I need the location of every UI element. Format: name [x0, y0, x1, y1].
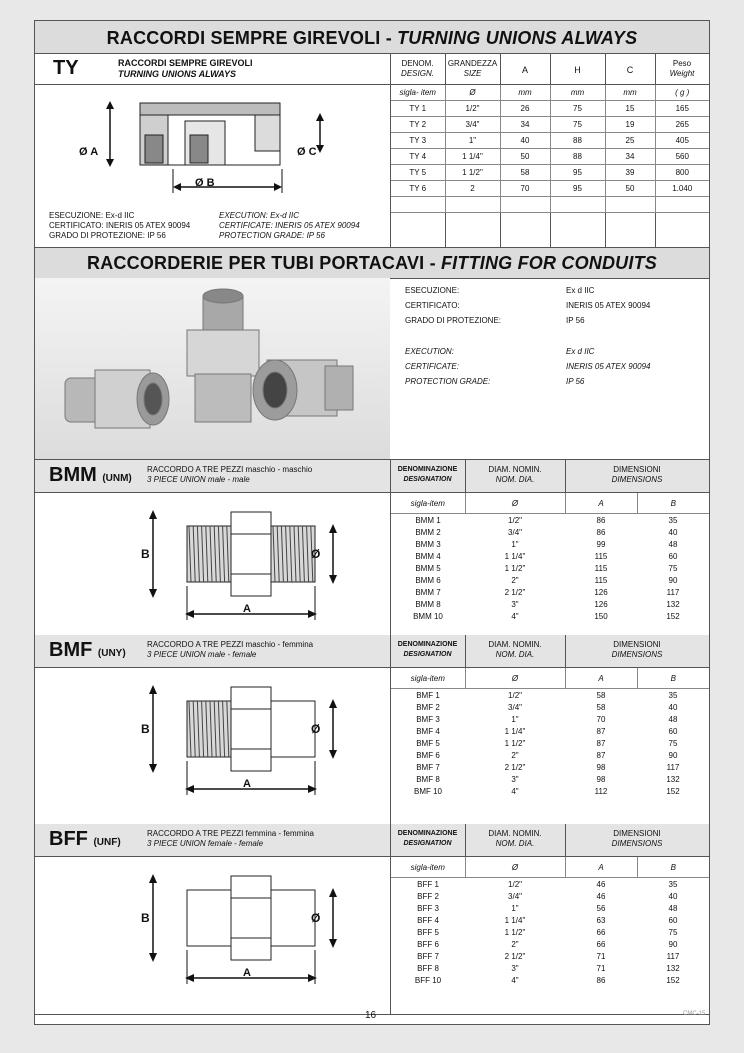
table-cell: BMM 2 — [415, 527, 441, 537]
table-cell: 58 — [596, 690, 606, 700]
dimension-diameter-label: Ø — [311, 547, 321, 561]
table-cell: 1.040 — [655, 181, 709, 197]
table-cell: BMM 3 — [415, 539, 441, 549]
table-cell: 152 — [666, 786, 680, 796]
dimensions-header: DIMENSIONI DIMENSIONS — [611, 829, 663, 848]
banner-title-it: RACCORDI SEMPRE GIREVOLI - — [106, 28, 398, 48]
table-cell: 132 — [666, 599, 680, 609]
table-row — [391, 713, 709, 725]
table-cell: 3/4" — [508, 527, 522, 537]
table-cell: 2" — [511, 939, 519, 949]
table-row — [391, 701, 709, 713]
bmm-union-diagram — [95, 500, 345, 630]
table-cell: 56 — [596, 903, 606, 913]
table-cell: 87 — [596, 726, 606, 736]
table-left-border — [390, 493, 391, 635]
table-cell: BFF 6 — [417, 939, 439, 949]
table-cell: BMM 1 — [415, 515, 441, 525]
table-cell: 1" — [511, 714, 519, 724]
table-cell: 4" — [511, 975, 519, 985]
table-row — [391, 526, 709, 538]
table-cell: 26 — [500, 101, 550, 117]
diameter-header: DIAM. NOMIN. NOM. DIA. — [488, 640, 542, 659]
table-cell: 152 — [666, 611, 680, 621]
bmm-code — [49, 464, 132, 487]
bff-table — [391, 857, 709, 986]
catalog-page — [34, 20, 710, 1025]
table-cell: 1 1/2" — [445, 165, 500, 181]
table-cell: 34 — [500, 117, 550, 133]
table-cell: 99 — [596, 539, 606, 549]
table-cell: 1/2" — [508, 515, 522, 525]
table-row — [391, 574, 709, 586]
table-header-cell: A — [565, 493, 637, 514]
table-cell: 1 1/2" — [504, 738, 526, 748]
ty-label-a: Ø A — [79, 146, 99, 158]
table-cell: 3" — [511, 774, 519, 784]
product-alt-code: (UNY) — [97, 648, 126, 659]
dimension-a-label: A — [243, 778, 251, 790]
dimension-diameter-label: Ø — [311, 911, 321, 925]
table-cell: 48 — [668, 903, 678, 913]
table-cell: 25 — [605, 133, 655, 149]
table-cell: 560 — [655, 149, 709, 165]
table-header-cell: mm — [550, 85, 605, 101]
table-header-cell: Ø — [465, 857, 565, 878]
table-cell: BMF 1 — [416, 690, 440, 700]
table-cell: 3" — [511, 599, 519, 609]
table-cell: 60 — [668, 915, 678, 925]
table-cell: 4" — [511, 611, 519, 621]
table-cell: 3" — [511, 963, 519, 973]
table-cell: 1/2" — [508, 690, 522, 700]
table-cell: 40 — [500, 133, 550, 149]
table-row — [391, 586, 709, 598]
table-row-empty — [391, 197, 709, 213]
dimension-b-label: B — [141, 911, 150, 925]
table-cell: 115 — [594, 575, 608, 585]
table-row — [391, 514, 709, 527]
table-cell: 88 — [550, 133, 605, 149]
table-cell: 87 — [596, 738, 606, 748]
table-cell: BMM 8 — [415, 599, 441, 609]
ty-label-b: Ø B — [195, 177, 215, 189]
table-cell: 19 — [605, 117, 655, 133]
table-cell: BMM 4 — [415, 551, 441, 561]
product-code: BMF — [49, 639, 93, 661]
table-header-cell: ( g ) — [655, 85, 709, 101]
product-alt-code: (UNM) — [102, 473, 132, 484]
table-cell: 35 — [668, 515, 678, 525]
column-divider — [565, 635, 566, 667]
table-cell: 405 — [655, 133, 709, 149]
table-cell: 90 — [668, 575, 678, 585]
bff-code — [49, 828, 121, 851]
conduits-spec-values: Ex d IIC INERIS 05 ATEX 90094 IP 56 — [566, 286, 651, 325]
table-cell: 75 — [668, 927, 678, 937]
table-row — [391, 773, 709, 785]
table-row — [391, 133, 709, 149]
table-cell: 98 — [596, 774, 606, 784]
table-cell: BMF 3 — [416, 714, 440, 724]
table-cell: 117 — [666, 587, 680, 597]
table-cell — [391, 197, 445, 213]
ty-header-h: H — [574, 65, 581, 75]
table-cell: 152 — [666, 975, 680, 985]
conduits-spec-labels-en: EXECUTION: CERTIFICATE: PROTECTION GRADE: — [405, 347, 491, 386]
table-cell: 88 — [550, 149, 605, 165]
bmm-description: RACCORDO A TRE PEZZI maschio - maschio 3 PIECE UNION male - male — [147, 465, 313, 484]
table-cell: BFF 10 — [414, 975, 442, 985]
table-row — [391, 181, 709, 197]
table-cell: 2 1/2" — [504, 587, 526, 597]
table-row — [391, 149, 709, 165]
table-cell: BMF 10 — [413, 786, 442, 796]
ty-code: TY — [53, 57, 79, 79]
column-divider — [390, 460, 391, 492]
table-cell: 75 — [668, 563, 678, 573]
table-header-cell: mm — [500, 85, 550, 101]
table-cell: 34 — [605, 149, 655, 165]
table-cell: 2" — [511, 575, 519, 585]
table-row — [391, 761, 709, 773]
column-divider — [565, 824, 566, 856]
dimension-b-label: B — [141, 547, 150, 561]
table-subheader-row — [391, 857, 709, 878]
table-cell: BMM 5 — [415, 563, 441, 573]
table-cell: 86 — [596, 527, 606, 537]
table-header-cell: Ø — [465, 668, 565, 689]
table-row — [391, 902, 709, 914]
table-header-cell: sigla-item — [391, 493, 465, 514]
table-cell: BFF 7 — [417, 951, 439, 961]
product-alt-code: (UNF) — [93, 837, 121, 848]
conduits-spec-labels: ESECUZIONE: CERTIFICATO: GRADO DI PROTEZIONE: — [405, 286, 502, 325]
bmf-union-diagram — [95, 675, 345, 805]
ty-table — [391, 85, 709, 213]
product-code: BMM — [49, 464, 97, 486]
table-subheader-row — [391, 668, 709, 689]
table-cell: 800 — [655, 165, 709, 181]
table-cell: 2 1/2" — [504, 951, 526, 961]
table-header-cell: sigla- item — [391, 85, 445, 101]
table-cell: BFF 5 — [417, 927, 439, 937]
bmm-table — [391, 493, 709, 622]
table-row — [391, 550, 709, 562]
page-number: 16 — [365, 1010, 377, 1021]
table-header-cell: B — [637, 857, 709, 878]
table-cell: BMF 7 — [416, 762, 440, 772]
table-row — [391, 689, 709, 702]
table-cell: BMF 4 — [416, 726, 440, 736]
table-cell: 86 — [596, 975, 606, 985]
bff-description: RACCORDO A TRE PEZZI femmina - femmina 3 PIECE UNION female - female — [147, 829, 314, 848]
bmf-table — [391, 668, 709, 797]
dimension-a-label: A — [243, 603, 251, 615]
diameter-header: DIAM. NOMIN. NOM. DIA. — [488, 465, 542, 484]
ty-desc-it: RACCORDI SEMPRE GIREVOLI — [118, 58, 253, 68]
table-cell: 117 — [666, 951, 680, 961]
table-cell: 35 — [668, 879, 678, 889]
table-cell: 50 — [500, 149, 550, 165]
table-row — [391, 737, 709, 749]
ty-label-c: Ø C — [297, 146, 317, 158]
table-cell: 117 — [666, 762, 680, 772]
table-cell: 46 — [596, 879, 606, 889]
table-cell: TY 3 — [391, 133, 445, 149]
table-cell: 48 — [668, 714, 678, 724]
table-cell: 15 — [605, 101, 655, 117]
ty-spec-it: ESECUZIONE: Ex-d IIC CERTIFICATO: INERIS 05 ATEX 90094 GRADO DI PROTEZIONE: IP 56 — [49, 211, 191, 240]
table-cell: 4" — [511, 786, 519, 796]
table-cell: BMF 6 — [416, 750, 440, 760]
table-cell: 60 — [668, 551, 678, 561]
table-cell — [655, 197, 709, 213]
table-header-cell: B — [637, 668, 709, 689]
ty-header-size: GRANDEZZA SIZE — [447, 59, 498, 78]
table-cell: BFF 2 — [417, 891, 439, 901]
ty-header-a: A — [521, 65, 528, 75]
table-cell: 40 — [668, 702, 678, 712]
table-cell: 1/2" — [508, 879, 522, 889]
table-row — [391, 785, 709, 797]
table-cell: BMF 8 — [416, 774, 440, 784]
table-row — [391, 101, 709, 117]
table-row — [391, 914, 709, 926]
table-row — [391, 749, 709, 761]
table-cell: 70 — [500, 181, 550, 197]
table-cell: 1" — [445, 133, 500, 149]
table-cell: 115 — [594, 563, 608, 573]
table-cell: 58 — [596, 702, 606, 712]
table-cell: 1/2" — [445, 101, 500, 117]
table-cell: 40 — [668, 891, 678, 901]
table-cell: 2 — [445, 181, 500, 197]
table-row — [391, 926, 709, 938]
designation-header: DENOMINAZIONE DESIGNATION — [397, 466, 458, 483]
table-row — [391, 962, 709, 974]
table-cell: 2 1/2" — [504, 762, 526, 772]
table-cell: BMF 2 — [416, 702, 440, 712]
table-cell: 132 — [666, 963, 680, 973]
ty-spec-en: EXECUTION: Ex-d IIC CERTIFICATE: INERIS 05 ATEX 90094 PROTECTION GRADE: IP 56 — [219, 211, 360, 240]
table-header-cell: Ø — [445, 85, 500, 101]
table-cell: BMM 6 — [415, 575, 441, 585]
table-subheader-row — [391, 493, 709, 514]
table-cell: 98 — [596, 762, 606, 772]
table-cell: TY 6 — [391, 181, 445, 197]
table-cell: 63 — [596, 915, 606, 925]
table-cell: 39 — [605, 165, 655, 181]
table-cell: 90 — [668, 939, 678, 949]
column-divider — [565, 460, 566, 492]
table-cell: 46 — [596, 891, 606, 901]
table-row — [391, 878, 709, 891]
table-cell: 1 1/2" — [504, 563, 526, 573]
table-row — [391, 974, 709, 986]
column-divider — [465, 460, 466, 492]
table-cell: 2" — [511, 750, 519, 760]
product-photo — [35, 278, 390, 459]
table-row — [391, 538, 709, 550]
column-divider — [465, 824, 466, 856]
table-header-cell: sigla-item — [391, 857, 465, 878]
table-cell: 3/4" — [445, 117, 500, 133]
table-cell: 48 — [668, 539, 678, 549]
table-header-cell: sigla-item — [391, 668, 465, 689]
dimensions-header: DIMENSIONI DIMENSIONS — [611, 640, 663, 659]
table-row — [391, 938, 709, 950]
table-cell: 3/4" — [508, 891, 522, 901]
table-cell: 1" — [511, 903, 519, 913]
table-row — [391, 950, 709, 962]
table-cell: 75 — [550, 101, 605, 117]
fittings-photo-illustration — [35, 278, 390, 459]
designation-header: DENOMINAZIONE DESIGNATION — [397, 830, 458, 847]
dimensions-header: DIMENSIONI DIMENSIONS — [611, 465, 663, 484]
bff-union-diagram — [95, 864, 345, 994]
table-cell: 1" — [511, 539, 519, 549]
table-cell: 95 — [550, 165, 605, 181]
table-cell: 150 — [594, 611, 608, 621]
table-cell: 115 — [594, 551, 608, 561]
table-cell — [445, 197, 500, 213]
dimension-diameter-label: Ø — [311, 722, 321, 736]
table-cell: 58 — [500, 165, 550, 181]
table-cell: 1 1/4" — [445, 149, 500, 165]
table-header-cell: Ø — [465, 493, 565, 514]
table-cell — [605, 197, 655, 213]
table-cell: 71 — [596, 951, 606, 961]
table-cell: BFF 4 — [417, 915, 439, 925]
ty-header-c: C — [626, 65, 634, 75]
table-left-border — [390, 857, 391, 1014]
conduits-spec-values-en: Ex d IIC INERIS 05 ATEX 90094 IP 56 — [566, 347, 651, 386]
table-cell: 86 — [596, 515, 606, 525]
table-cell: 66 — [596, 927, 606, 937]
table-cell: 95 — [550, 181, 605, 197]
table-cell: 70 — [596, 714, 606, 724]
table-cell: TY 1 — [391, 101, 445, 117]
banner-title-en: TURNING UNIONS ALWAYS — [397, 28, 638, 48]
column-divider — [465, 635, 466, 667]
table-left-border — [390, 668, 391, 824]
table-cell: 90 — [668, 750, 678, 760]
table-cell: 87 — [596, 750, 606, 760]
table-header-cell: A — [565, 857, 637, 878]
designation-header: DENOMINAZIONE DESIGNATION — [397, 641, 458, 658]
table-cell: 1 1/2" — [504, 927, 526, 937]
column-divider — [390, 635, 391, 667]
table-cell: 112 — [594, 786, 608, 796]
ty-subheader-row — [391, 85, 709, 101]
product-code: BFF — [49, 828, 88, 850]
table-cell: BFF 1 — [417, 879, 439, 889]
bmf-description: RACCORDO A TRE PEZZI maschio - femmina 3 PIECE UNION male - female — [147, 640, 314, 659]
table-header-cell: mm — [605, 85, 655, 101]
table-cell: 40 — [668, 527, 678, 537]
ty-header-denom: DENOM. DESIGN. — [401, 59, 434, 78]
ty-header-weight: Peso Weight — [669, 59, 695, 78]
table-cell: 1 1/4" — [504, 551, 526, 561]
table-row — [391, 598, 709, 610]
corner-mark: CMC-15 — [683, 1011, 706, 1017]
table-cell: BMM 10 — [413, 611, 443, 621]
table-row — [391, 165, 709, 181]
table-cell: TY 4 — [391, 149, 445, 165]
fitting-conduits-banner: RACCORDERIE PER TUBI PORTACAVI - FITTING FOR CONDUITS — [35, 247, 709, 279]
table-cell: 165 — [655, 101, 709, 117]
table-row — [391, 725, 709, 737]
table-cell: 60 — [668, 726, 678, 736]
diameter-header: DIAM. NOMIN. NOM. DIA. — [488, 829, 542, 848]
table-cell: 265 — [655, 117, 709, 133]
table-cell: 132 — [666, 774, 680, 784]
table-cell: 126 — [594, 587, 608, 597]
ty-desc-en: TURNING UNIONS ALWAYS — [118, 69, 237, 79]
table-cell: 75 — [550, 117, 605, 133]
column-divider — [390, 824, 391, 856]
table-cell: 3/4" — [508, 702, 522, 712]
table-cell: 66 — [596, 939, 606, 949]
dimension-b-label: B — [141, 722, 150, 736]
dimension-a-label: A — [243, 967, 251, 979]
table-cell — [550, 197, 605, 213]
table-cell: BFF 3 — [417, 903, 439, 913]
table-row — [391, 610, 709, 622]
table-cell: 75 — [668, 738, 678, 748]
table-cell: BFF 8 — [417, 963, 439, 973]
table-row — [391, 117, 709, 133]
table-cell: 35 — [668, 690, 678, 700]
bmf-code — [49, 639, 126, 662]
table-header-cell: A — [565, 668, 637, 689]
table-cell: TY 2 — [391, 117, 445, 133]
table-cell: 1 1/4" — [504, 726, 526, 736]
table-cell: 50 — [605, 181, 655, 197]
table-cell: 1 1/4" — [504, 915, 526, 925]
table-cell: BMM 7 — [415, 587, 441, 597]
table-header-cell: B — [637, 493, 709, 514]
table-row — [391, 890, 709, 902]
table-cell: TY 5 — [391, 165, 445, 181]
table-cell: 71 — [596, 963, 606, 973]
table-cell: 126 — [594, 599, 608, 609]
table-row — [391, 562, 709, 574]
table-cell: BMF 5 — [416, 738, 440, 748]
table-cell — [500, 197, 550, 213]
turning-unions-banner — [35, 21, 709, 54]
